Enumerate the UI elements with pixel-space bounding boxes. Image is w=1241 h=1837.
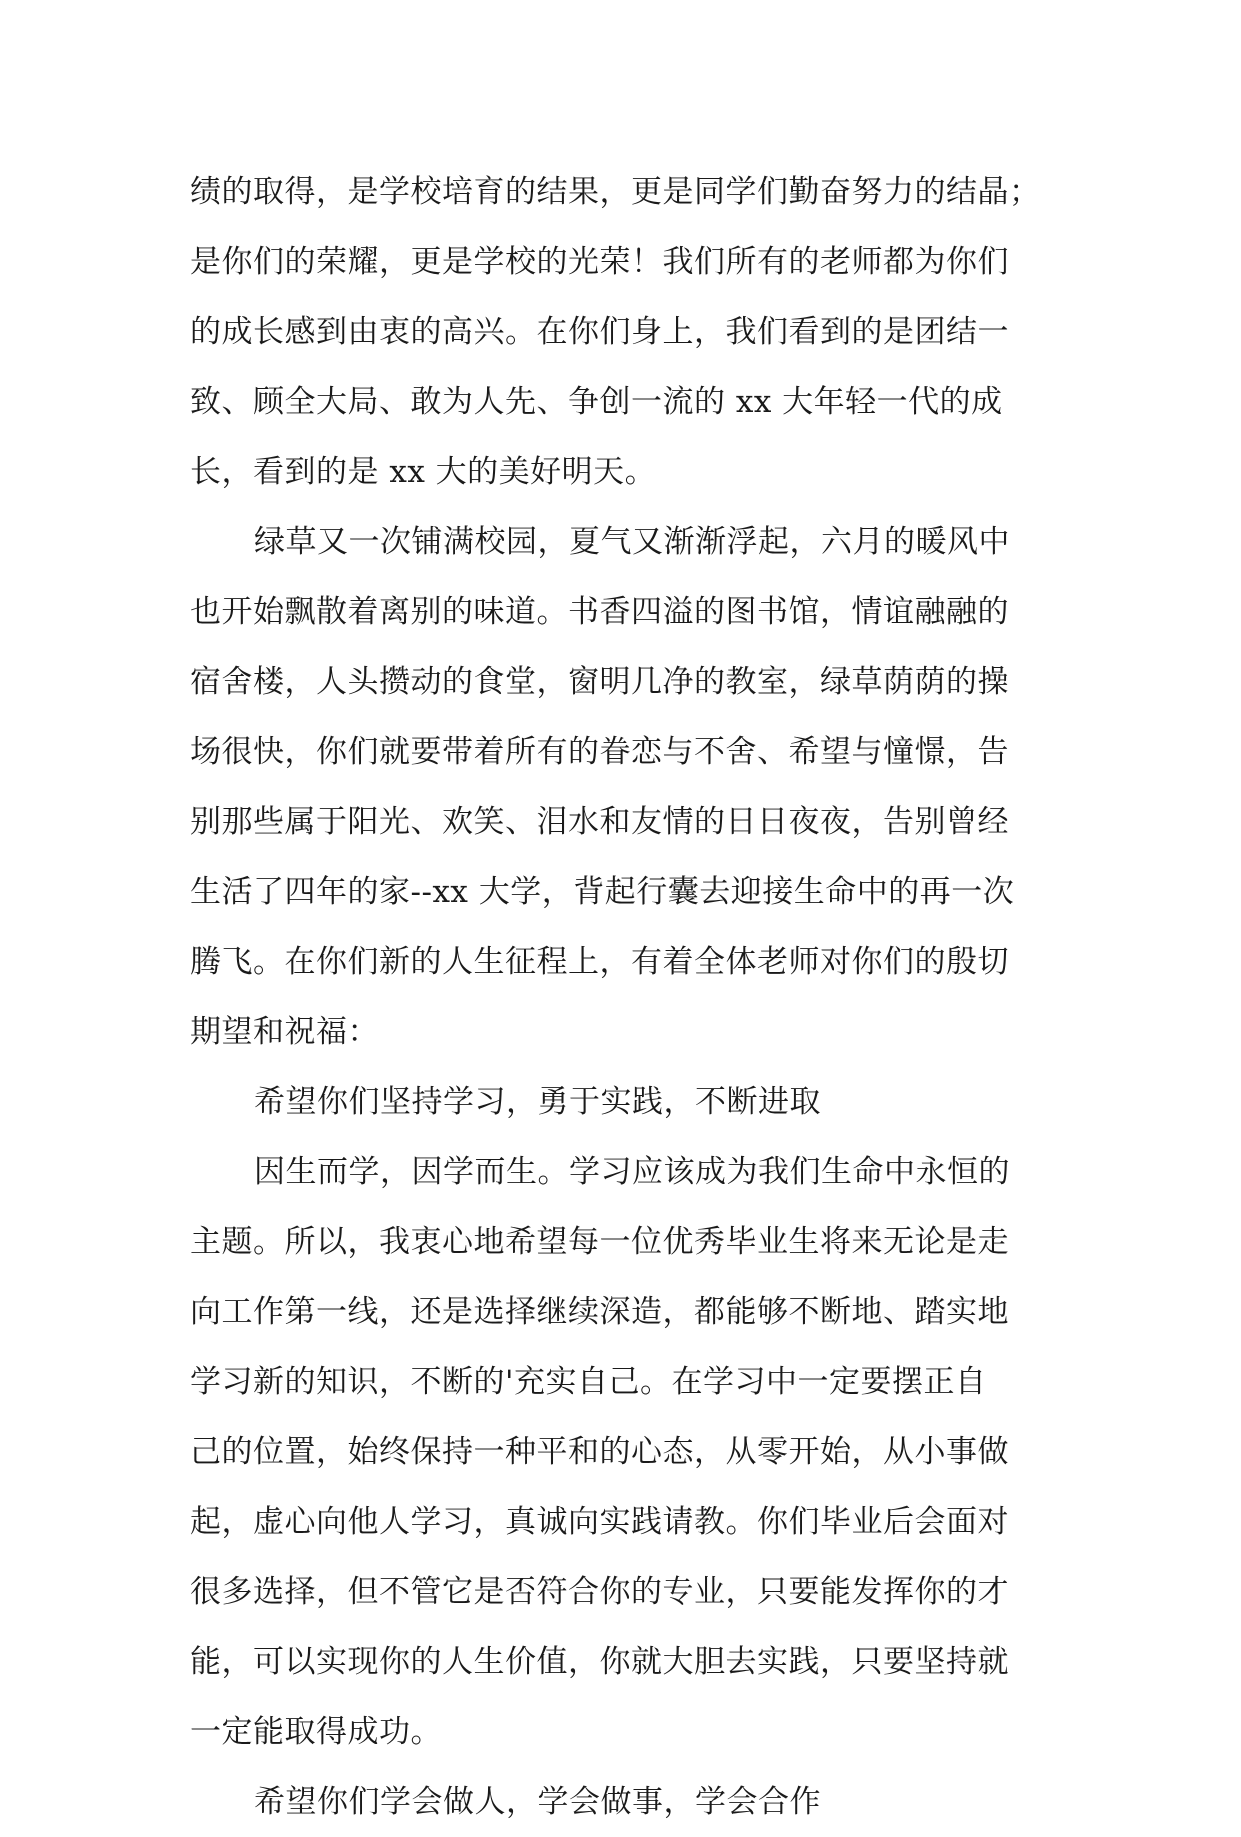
text-line: 是你们的荣耀，更是学校的光荣！我们所有的老师都为你们: [190, 244, 1009, 280]
text-line: 学习新的知识，不断的'充实自己。在学习中一定要摆正自: [190, 1364, 987, 1400]
paragraph-start-line: 因生而学，因学而生。学习应该成为我们生命中永恒的: [254, 1154, 1010, 1190]
paragraph-start-line: 绿草又一次铺满校园，夏气又渐渐浮起，六月的暖风中: [254, 524, 1010, 560]
text-line: 一定能取得成功。: [190, 1714, 442, 1750]
text-line: 起，虚心向他人学习，真诚向实践请教。你们毕业后会面对: [190, 1504, 1009, 1540]
text-line: 很多选择，但不管它是否符合你的专业，只要能发挥你的才: [190, 1574, 1009, 1610]
text-line: 期望和祝福：: [190, 1014, 379, 1050]
section-heading: 希望你们坚持学习，勇于实践，不断进取: [254, 1084, 821, 1120]
text-line: 致、顾全大局、敢为人先、争创一流的 xx 大年轻一代的成: [190, 384, 1003, 420]
text-line: 能，可以实现你的人生价值，你就大胆去实践，只要坚持就: [190, 1644, 1009, 1680]
text-line: 的成长感到由衷的高兴。在你们身上，我们看到的是团结一: [190, 314, 1009, 350]
text-line: 别那些属于阳光、欢笑、泪水和友情的日日夜夜，告别曾经: [190, 804, 1009, 840]
text-line: 场很快，你们就要带着所有的眷恋与不舍、希望与憧憬，告: [190, 734, 1009, 770]
text-line: 己的位置，始终保持一种平和的心态，从零开始，从小事做: [190, 1434, 1009, 1470]
text-line: 也开始飘散着离别的味道。书香四溢的图书馆，情谊融融的: [190, 594, 1009, 630]
text-line: 腾飞。在你们新的人生征程上，有着全体老师对你们的殷切: [190, 944, 1009, 980]
text-line: 长，看到的是 xx 大的美好明天。: [190, 454, 657, 490]
text-line: 生活了四年的家--xx 大学，背起行囊去迎接生命中的再一次: [190, 874, 1015, 910]
section-heading: 希望你们学会做人，学会做事，学会合作: [254, 1784, 821, 1820]
document-body: [190, 157, 1050, 1837]
text-line: 向工作第一线，还是选择继续深造，都能够不断地、踏实地: [190, 1294, 1009, 1330]
text-line: 绩的取得，是学校培育的结果，更是同学们勤奋努力的结晶；: [190, 174, 1041, 210]
text-line: 主题。所以，我衷心地希望每一位优秀毕业生将来无论是走: [190, 1224, 1009, 1260]
text-line: 宿舍楼，人头攒动的食堂，窗明几净的教室，绿草荫荫的操: [190, 664, 1009, 700]
